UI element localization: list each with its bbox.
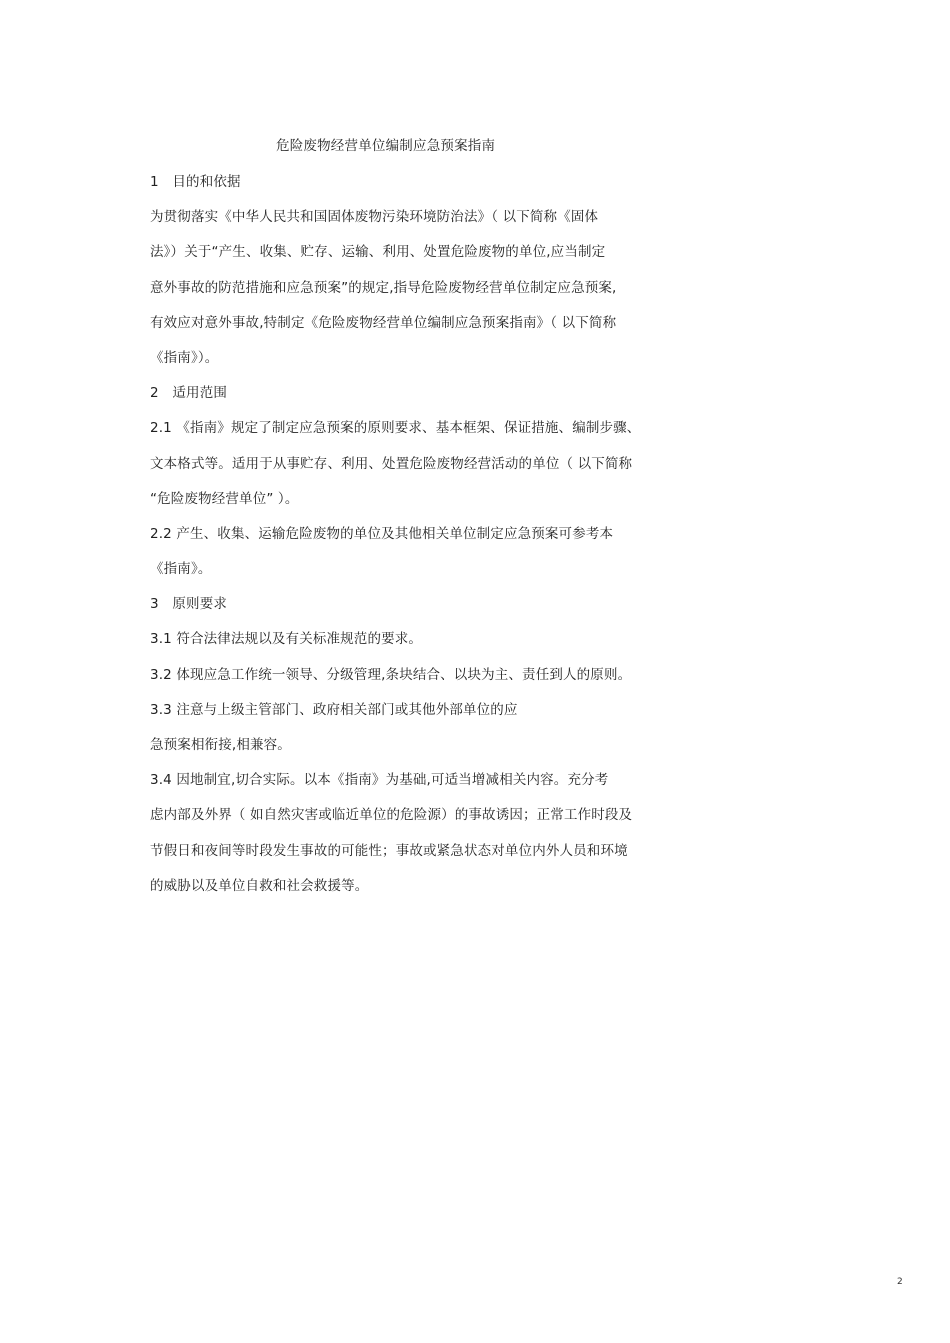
document-body [150,172,641,911]
paragraph-line: 为贯彻落实《中华人民共和国固体废物污染环境防治法》（ 以下简称《固体 [150,209,599,226]
paragraph-line: 的威胁以及单位自救和社会救援等。 [150,877,369,894]
paragraph-line: 《指南》）。 [150,349,219,366]
document-title: 危险废物经营单位编制应急预案指南 [276,138,496,154]
section-heading-2: 2 适用范围 [150,385,227,402]
paragraph-line: 3.2 体现应急工作统一领导、分级管理,条块结合、以块为主、责任到人的原则。 [150,666,632,683]
paragraph-line: 《指南》。 [150,561,212,578]
paragraph-line: 节假日和夜间等时段发生事故的可能性；事故或紧急状态对单位内外人员和环境 [150,842,628,859]
section-heading-3: 3 原则要求 [150,596,227,613]
paragraph-line: 文本格式等。适用于从事贮存、利用、处置危险废物经营活动的单位（ 以下简称 [150,455,633,472]
paragraph-line: 3.1 符合法律法规以及有关标准规范的要求。 [150,631,423,648]
paragraph-line: 急预案相衔接,相兼容。 [150,737,291,753]
page-number: 2 [897,1277,903,1287]
paragraph-line: 意外事故的防范措施和应急预案”的规定,指导危险废物经营单位制定应急预案, [150,279,617,296]
paragraph-line: “危险废物经营单位” ）。 [150,490,299,507]
paragraph-line: 虑内部及外界（ 如自然灾害或临近单位的危险源）的事故诱因；正常工作时段及 [150,807,633,824]
paragraph-line: 法》）关于“产生、收集、贮存、运输、利用、处置危险废物的单位,应当制定 [150,244,606,261]
paragraph-line: 有效应对意外事故,特制定《危险废物经营单位编制应急预案指南》（ 以下简称 [150,314,617,331]
section-heading-1: 1 目的和依据 [150,174,241,190]
paragraph-line: 2.2 产生、收集、运输危险废物的单位及其他相关单位制定应急预案可参考本 [150,525,614,542]
paragraph-line: 2.1 《指南》规定了制定应急预案的原则要求、基本框架、保证措施、编制步骤、 [150,420,641,437]
paragraph-line: 3.3 注意与上级主管部门、政府相关部门或其他外部单位的应 [150,701,518,718]
paragraph-line: 3.4 因地制宜,切合实际。以本《指南》为基础,可适当增减相关内容。充分考 [150,772,609,789]
